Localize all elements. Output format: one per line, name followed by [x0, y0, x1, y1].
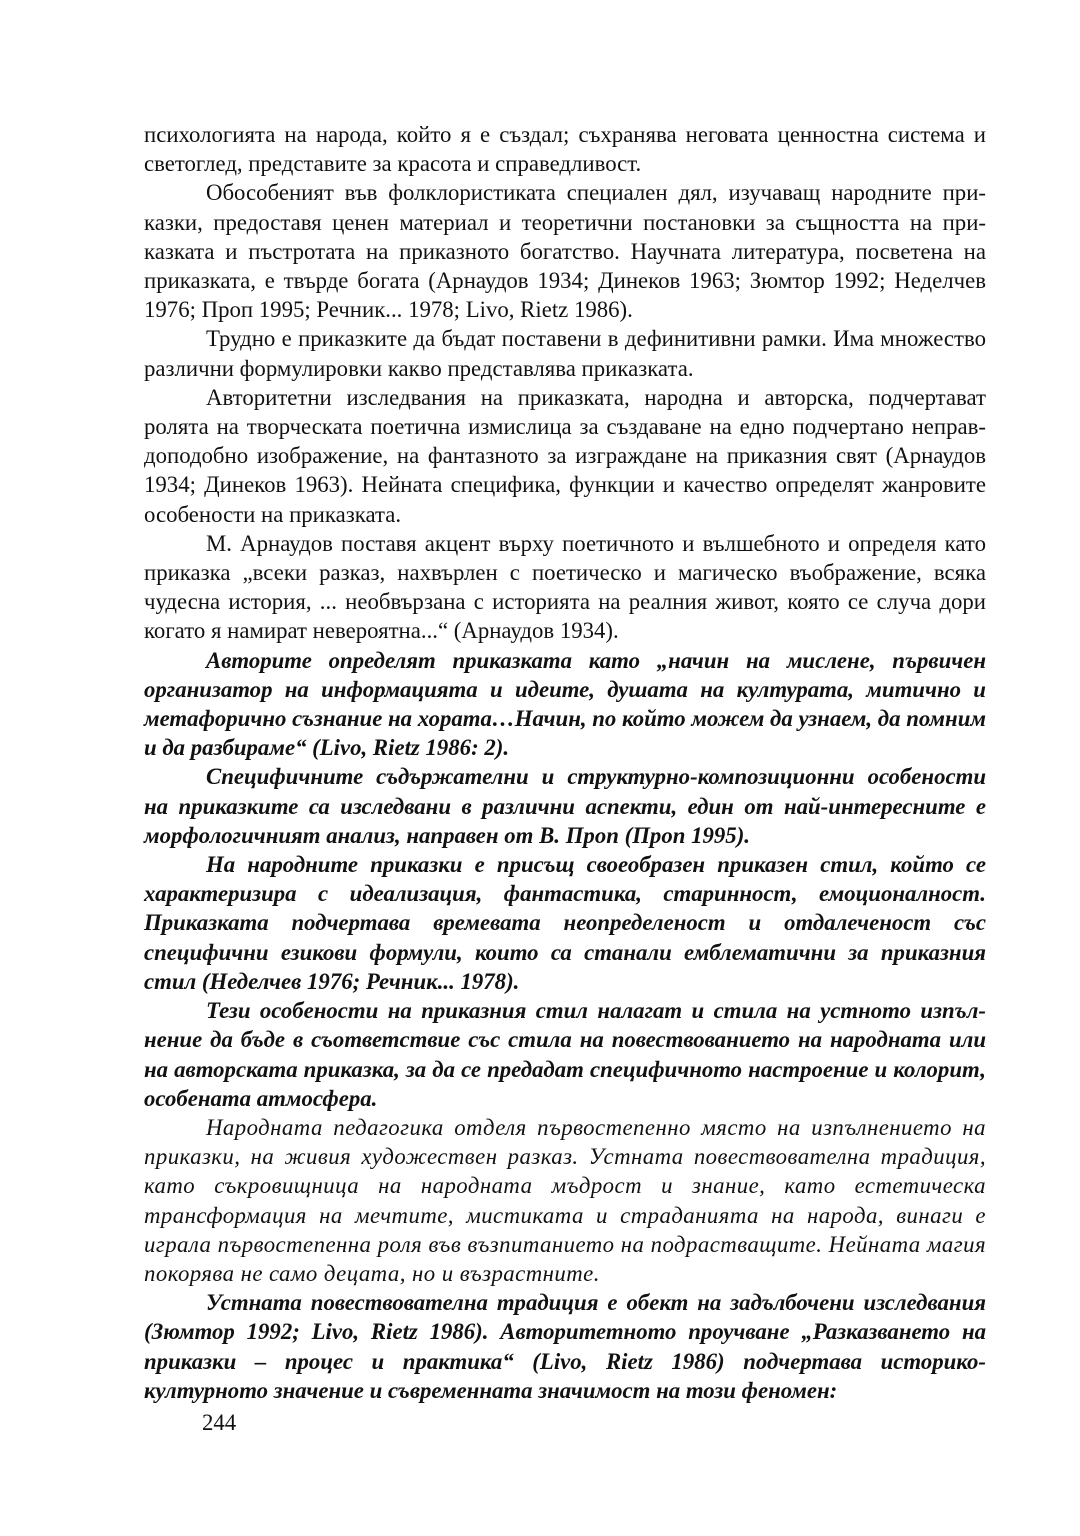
paragraph-continuation: психологията на народа, който я е създал; съхранява неговата ценностна система и светоглед, представите за красота и справедливост. — [144, 122, 986, 177]
page-number: 244 — [202, 1410, 237, 1435]
paragraph-fairytale-style: На народните приказки е присъщ своеобразен приказен стил, който се характеризира с идеализация, фантастика, старинност, емоционалност. Приказката подчертава времевата неопределеност и отдалеченост със специфични езикови формули, които са станали емблематични за приказния стил (Неделчев 1976; Речник... 1978). — [144, 852, 986, 994]
paragraph-oral-tradition: Устната повествователна традиция е обект на задълбочени изследвания (Зюмтор 1992; Livo, Rietz 1986). Авторитетното проучване „Разказването на приказки – процес и практика“ (Livo, Rietz 1986) подчертава историко-културното значение и съвременната значимост на този феномен: — [144, 1290, 986, 1403]
paragraph-folk-pedagogy: Народната педагогика отделя първостепенно място на изпълнението на приказки, на живия художествен разказ. Устната повествователна традиция, като съкровищница на народната мъдрост и знание, като естетическа трансформация на мечтите, мистиката и страданията на народа, винаги е играла първостепенна роля във възпитанието на подрастващите. Нейната магия покорява не само децата, но и възрастните. — [144, 1114, 986, 1286]
paragraph-authors-define: Авторите определят приказката като „начин на мислене, първичен организатор на информацията и идеите, душата на културата, митично и метафорично съзнание на хората…Начин, по който можем да узнаем, да помним и да разбираме“ (Livo, Rietz 1986: 2). — [144, 647, 986, 761]
paragraph-folkloristics: Обособеният във фолклористиката специален дял, изучаващ народните приказки, предоставя ценен материал и теоретични постановки за същността на приказката и пъстротата на приказното богатство. Научната литература, посветена на приказката, е твърде богата (Арнаудов 1934; Динеков 1963; Зюмтор 1992; Неделчев 1976; Проп 1995; Речник... 1978; Livo, Rietz 1986). — [144, 180, 986, 323]
paragraph-definitions: Трудно е приказките да бъдат поставени в дефинитивни рамки. Има множество различни формулировки какво представлява приказката. — [144, 326, 986, 381]
paragraph-arnaudov: М. Арнаудов поставя акцент върху поетичното и вълшебното и определя като приказка „всеки разказ, нахвърлен с поетическо и магическо въображение, всяка чудесна история, ... необвързана с историята на реалния живот, която се случа дори когато я намират невероятна...“ (Арнаудов 1934). — [144, 530, 986, 644]
paragraph-authoritative-research: Авторитетни изследвания на приказката, народна и авторска, подчертават ролята на творческата поетична измислица за създаване на едно подчертано неправдоподобно изображение, на фантазното за изграждане на приказния свят (Арнаудов 1934; Динеков 1963). Нейната специфика, функции и качество определят жанровите особености на приказката. — [144, 384, 986, 527]
paragraph-oral-performance: Тези особености на приказния стил налагат и стила на устното изпълнение да бъде в съответствие със стила на повествованието на народната или на авторската приказка, за да се предадат специфичното настроение и колорит, особената атмосфера. — [144, 998, 986, 1111]
paragraph-specific-features: Специфичните съдържателни и структурно-композиционни особености на приказките са изследвани в различни аспекти, един от най-интересните е морфологичният анализ, направен от В. Проп (Проп 1995). — [144, 764, 986, 848]
page-body — [144, 120, 986, 1405]
